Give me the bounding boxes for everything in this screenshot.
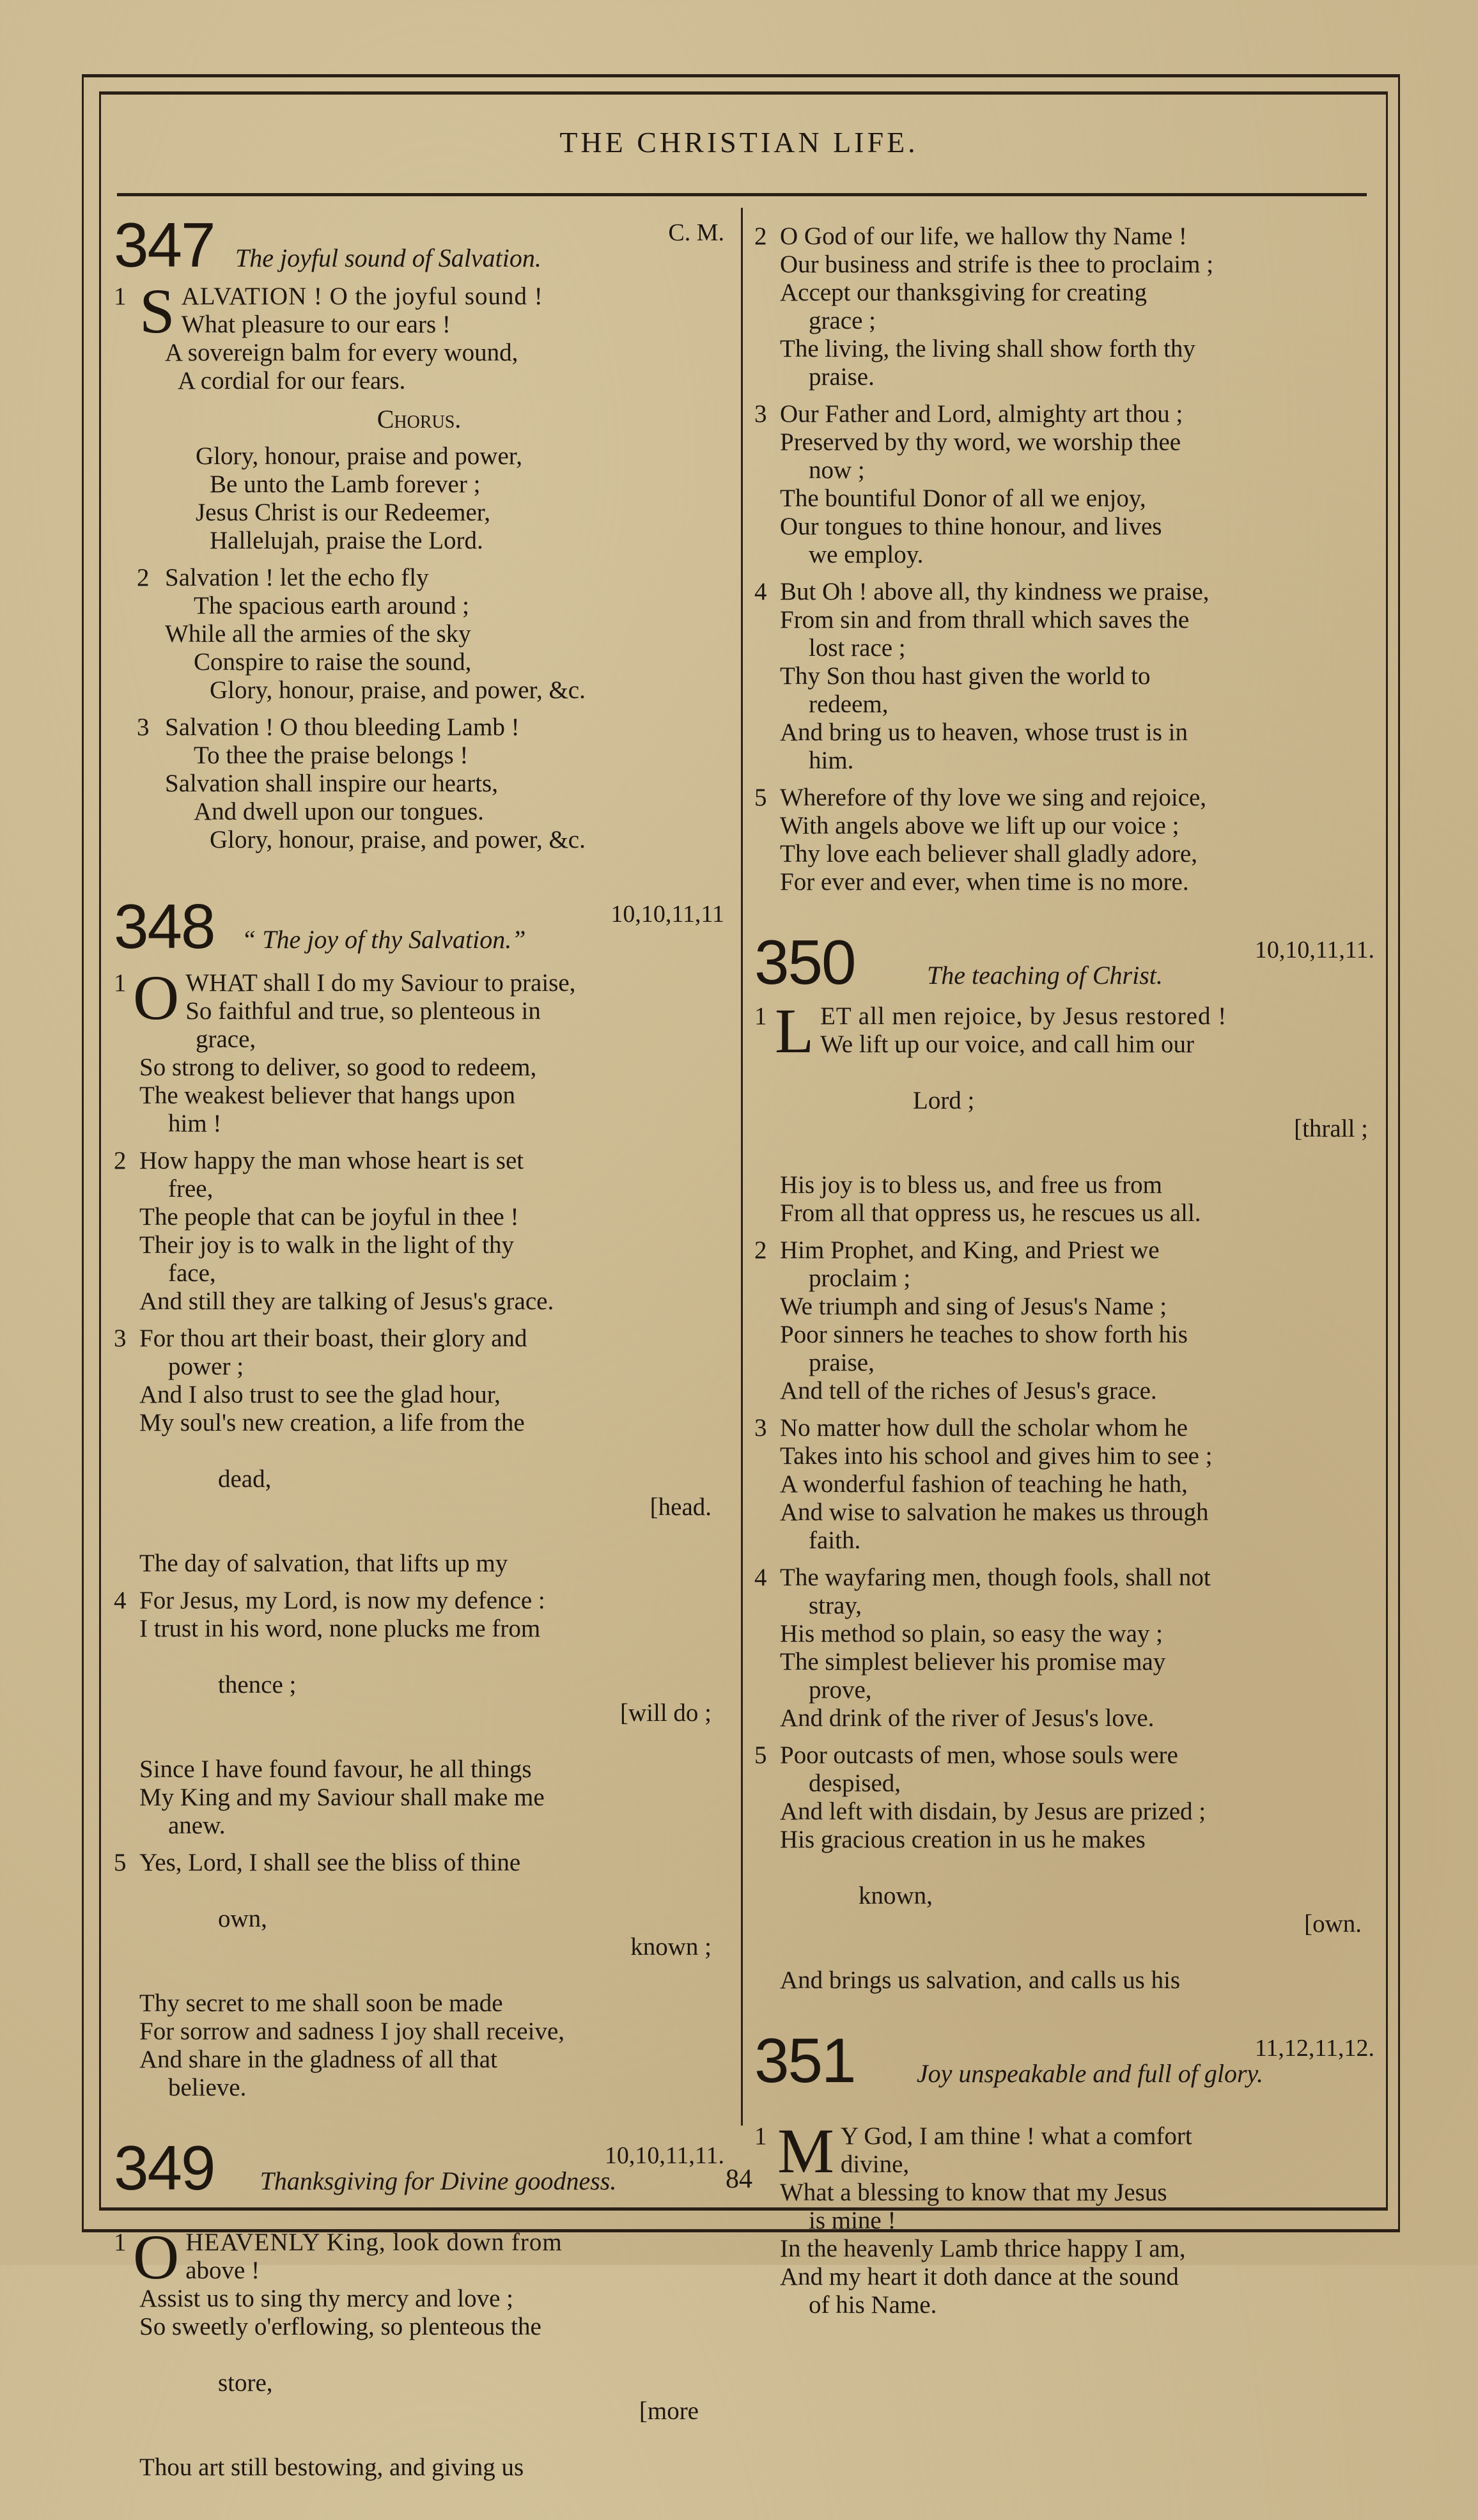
verse-line: him. (809, 747, 854, 774)
verse-line-text: store, (218, 2369, 273, 2397)
verse-line: His gracious creation in us he makes (780, 1826, 1146, 1853)
verse-line (114, 1877, 724, 1989)
turnover-bracket: [own. (1304, 1910, 1362, 1938)
verse-line: lost race ; (809, 634, 906, 662)
verse-line: Preserved by thy word, we worship thee (780, 428, 1181, 456)
verse-line: Poor sinners he teaches to show forth his (780, 1321, 1188, 1348)
verse-line: O God of our life, we hallow thy Name ! (780, 222, 1187, 250)
verse-line: His method so plain, so easy the way ; (780, 1620, 1163, 1647)
hymn-347 (114, 210, 724, 854)
verse-3 (114, 713, 724, 854)
verse-line: What pleasure to our ears ! (181, 311, 451, 338)
verse-line-text: own, (218, 1905, 267, 1933)
verse-number: 1 (754, 2122, 767, 2150)
verse-line: Our tongues to thine honour, and lives (780, 513, 1162, 540)
verse-line: Salvation ! let the echo fly (165, 564, 429, 591)
drop-cap: S (139, 276, 175, 346)
hymn-title: Thanksgiving for Divine goodness. (260, 2166, 617, 2195)
verse-line: For Jesus, my Lord, is now my defence : (139, 1587, 545, 1614)
verse-line: My soul's new creation, a life from the (139, 1409, 525, 1436)
verse-line: prove, (809, 1676, 872, 1704)
verse-line: And wise to salvation he makes us through (780, 1498, 1209, 1526)
verse-line: Poor outcasts of men, whose souls were (780, 1741, 1178, 1769)
verse-line: Yes, Lord, I shall see the bliss of thine (139, 1849, 521, 1876)
turnover-bracket: [head. (650, 1493, 712, 1521)
verse-1 (754, 995, 1374, 1227)
hymn-number: 350 (754, 927, 855, 997)
chorus-line: Jesus Christ is our Redeemer, (196, 499, 490, 526)
chorus-line: Be unto the Lamb forever ; (210, 471, 481, 498)
verse-line: No matter how dull the scholar whom he (780, 1414, 1188, 1442)
verse-line: For sorrow and sadness I joy shall receive, (139, 2018, 564, 2045)
hymn-number: 348 (114, 891, 215, 961)
verse-line: Their joy is to walk in the light of thy (139, 1231, 515, 1259)
hymn-title: “ The joy of thy Salvation.” (242, 925, 526, 954)
verse-line: face, (168, 1259, 216, 1287)
verse-line: Our Father and Lord, almighty art thou ; (780, 400, 1183, 428)
verse-line: And left with disdain, by Jesus are prized ; (780, 1798, 1206, 1825)
verse-line: I trust in his word, none plucks me from (139, 1615, 541, 1642)
verse-number: 4 (754, 578, 767, 605)
hymn-title: Joy unspeakable and full of glory. (916, 2059, 1264, 2088)
hymn-meter: 10,10,11,11 (611, 901, 724, 928)
verse-line-text: known, (859, 1882, 933, 1909)
verse-line: Him Prophet, and King, and Priest we (780, 1236, 1160, 1264)
verse-line: The living, the living shall show forth thy (780, 335, 1195, 362)
verse-line: now ; (809, 456, 865, 484)
verse-line: To thee the praise belongs ! (194, 742, 469, 769)
verse-line: grace ; (809, 307, 876, 334)
verse-line: And tell of the riches of Jesus's grace. (780, 1377, 1157, 1404)
verse-4 (754, 1564, 1374, 1732)
hymn-title: The teaching of Christ. (927, 961, 1163, 990)
verse-number: 5 (114, 1849, 127, 1876)
verse-line: WHAT shall I do my Saviour to praise, (185, 969, 576, 997)
verse-line: grace, (196, 1025, 256, 1053)
verse-5 (754, 784, 1374, 896)
verse-line: faith. (809, 1527, 861, 1554)
verse-number: 2 (754, 222, 767, 250)
drop-cap: L (775, 995, 814, 1066)
verse-number: 4 (754, 1564, 767, 1591)
header-rule (117, 193, 1367, 196)
hymn-header (754, 927, 1374, 997)
verse-line (754, 1854, 1374, 1966)
verse-line: And my heart it doth dance at the sound (780, 2263, 1179, 2291)
verse-line: Takes into his school and gives him to see ; (780, 1442, 1213, 1470)
hymn-title: The joyful sound of Salvation. (235, 244, 541, 272)
verse-line: We triumph and sing of Jesus's Name ; (780, 1293, 1167, 1320)
hymn-348 (114, 891, 724, 2102)
drop-cap: M (777, 2115, 834, 2186)
verse-line (114, 1437, 724, 1550)
verse-line: we employ. (809, 541, 924, 568)
verse-line: Salvation ! O thou bleeding Lamb ! (165, 713, 520, 741)
verse-line: His joy is to bless us, and free us from (780, 1171, 1162, 1199)
chorus-line: Hallelujah, praise the Lord. (210, 527, 483, 554)
verse-1 (114, 276, 724, 395)
verse-line: A wonderful fashion of teaching he hath, (780, 1470, 1188, 1498)
verse-number: 2 (754, 1236, 767, 1264)
right-column (754, 217, 1374, 2358)
verse-line: And dwell upon our tongues. (194, 798, 484, 825)
page-number: 84 (726, 2165, 752, 2194)
verse-line: So sweetly o'erflowing, so plenteous the (139, 2313, 541, 2340)
verse-line: Accept our thanksgiving for creating (780, 279, 1147, 306)
drop-cap: O (133, 962, 180, 1033)
verse-number: 3 (754, 400, 767, 428)
verse-line-text: Lord ; (913, 1087, 975, 1114)
verse-line: While all the armies of the sky (165, 620, 471, 648)
drop-cap: O (133, 2221, 180, 2292)
verse-number: 3 (114, 1325, 127, 1352)
verse-line: ET all men rejoice, by Jesus restored ! (820, 1002, 1227, 1030)
verse-line: believe. (168, 2074, 247, 2101)
verse-1 (754, 2115, 1374, 2319)
verse-line: divine, (840, 2151, 910, 2178)
verse-line: The bountiful Donor of all we enjoy, (780, 485, 1146, 512)
verse-line: HEAVENLY King, look down from (185, 2228, 563, 2256)
verse-line: For thou art their boast, their glory and (139, 1325, 527, 1352)
hymn-meter: 10,10,11,11. (604, 2142, 724, 2169)
verse-line: And still they are talking of Jesus's grace. (139, 1287, 554, 1315)
verse-line: And share in the gladness of all that (139, 2046, 497, 2073)
verse-3 (754, 1414, 1374, 1555)
verse-line: of his Name. (809, 2291, 937, 2319)
hymn-number: 349 (114, 2133, 215, 2203)
verse-line: Glory, honour, praise, and power, &c. (210, 826, 586, 853)
verse-1 (114, 2221, 724, 2482)
verse-line: And drink of the river of Jesus's love. (780, 1704, 1155, 1732)
chorus-line: Glory, honour, praise and power, (196, 442, 522, 470)
turnover-bracket: known ; (630, 1933, 712, 1961)
verse-line: And brings us salvation, and calls us his (780, 1966, 1181, 1994)
verse-line: From all that oppress us, he rescues us all. (780, 1199, 1201, 1227)
turnover-bracket: [more (639, 2397, 699, 2425)
verse-line: Glory, honour, praise, and power, &c. (210, 676, 586, 704)
verse-line: ALVATION ! O the joyful sound ! (181, 283, 543, 310)
verse-2 (114, 564, 724, 704)
verse-2 (754, 1236, 1374, 1405)
verse-line: redeem, (809, 690, 889, 718)
chorus-label: Chorus. (377, 405, 462, 433)
verse-number: 3 (137, 713, 150, 741)
verse-number: 1 (114, 2228, 127, 2256)
running-head: THE CHRISTIAN LIFE. (559, 126, 919, 159)
verse-line: A cordial for our fears. (178, 367, 406, 394)
hymn-number: 351 (754, 2025, 855, 2096)
verse-line: From sin and from thrall which saves the (780, 606, 1190, 634)
hymn-350 (754, 927, 1374, 1995)
hymn-meter: 10,10,11,11. (1254, 937, 1374, 963)
verse-line: Y God, I am thine ! what a comfort (840, 2122, 1192, 2150)
verse-2 (754, 222, 1374, 391)
verse-line: Since I have found favour, he all things (139, 1755, 532, 1783)
verse-3 (754, 400, 1374, 569)
verse-line-text: thence ; (218, 1671, 297, 1699)
verse-line: The day of salvation, that lifts up my (139, 1550, 508, 1577)
verse-line: The people that can be joyful in thee ! (139, 1203, 519, 1231)
hymn-meter: C. M. (668, 219, 724, 246)
verse-line: Thou art still bestowing, and giving us (139, 2454, 524, 2481)
verse-5 (114, 1849, 724, 2102)
verse-line: Thy secret to me shall soon be made (139, 1989, 503, 2017)
verse-line: above ! (185, 2257, 260, 2284)
verse-line: Assist us to sing thy mercy and love ; (139, 2285, 513, 2312)
hymn-header (754, 2025, 1374, 2116)
verse-line: Conspire to raise the sound, (194, 648, 472, 676)
verse-line (114, 2341, 724, 2454)
verse-line: The simplest believer his promise may (780, 1648, 1166, 1676)
hymn-header (114, 210, 724, 280)
verse-number: 5 (754, 784, 767, 811)
verse-line: What a blessing to know that my Jesus (780, 2179, 1167, 2206)
verse-line: Salvation shall inspire our hearts, (165, 770, 498, 797)
verse-line: him ! (168, 1110, 222, 1137)
verse-line: stray, (809, 1592, 862, 1619)
verse-5 (754, 1741, 1374, 1995)
turnover-bracket: [thrall ; (1294, 1115, 1368, 1142)
verse-line: proclaim ; (809, 1264, 911, 1292)
verse-line: So strong to deliver, so good to redeem, (139, 1054, 537, 1081)
verse-number: 4 (114, 1587, 127, 1614)
verse-line: My King and my Saviour shall make me (139, 1784, 545, 1811)
verse-2 (114, 1147, 724, 1316)
verse-line: The weakest believer that hangs upon (139, 1082, 516, 1109)
verse-line: power ; (168, 1353, 244, 1380)
verse-number: 2 (114, 1147, 127, 1174)
verse-line (754, 1059, 1374, 1171)
verse-line: We lift up our voice, and call him our (820, 1031, 1195, 1058)
verse-line: The wayfaring men, though fools, shall not (780, 1564, 1211, 1591)
verse-number: 1 (114, 969, 127, 997)
verse-line: How happy the man whose heart is set (139, 1147, 524, 1174)
verse-line: Wherefore of thy love we sing and rejoice, (780, 784, 1207, 811)
verse-line: In the heavenly Lamb thrice happy I am, (780, 2235, 1186, 2262)
hymn-meter: 11,12,11,12. (1254, 2035, 1374, 2062)
verse-number: 1 (754, 1002, 767, 1030)
verse-line-text: dead, (218, 1465, 272, 1493)
hymn-header (114, 891, 724, 961)
verse-1 (114, 962, 724, 1138)
verse-line: A sovereign balm for every wound, (165, 339, 518, 366)
verse-line: Thy Son thou hast given the world to (780, 662, 1151, 690)
verse-number: 2 (137, 564, 150, 591)
verse-line: The spacious earth around ; (194, 592, 470, 619)
verse-line: And bring us to heaven, whose trust is in (780, 719, 1188, 746)
verse-line: anew. (168, 1812, 226, 1839)
turnover-bracket: [will do ; (620, 1699, 712, 1727)
verse-line (114, 1643, 724, 1755)
verse-line: praise, (809, 1349, 875, 1376)
verse-3 (114, 1325, 724, 1578)
verse-line: And I also trust to see the glad hour, (139, 1381, 501, 1408)
verse-line: is mine ! (809, 2207, 896, 2234)
verse-line: despised, (809, 1769, 901, 1797)
verse-line: Our business and strife is thee to proclaim ; (780, 251, 1214, 278)
chorus (114, 442, 724, 555)
verse-line: For ever and ever, when time is no more. (780, 868, 1189, 896)
hymn-number: 347 (114, 210, 215, 280)
verse-line: But Oh ! above all, thy kindness we praise, (780, 578, 1210, 605)
verse-number: 5 (754, 1741, 767, 1769)
verse-line: free, (168, 1175, 214, 1202)
verse-line: So faithful and true, so plenteous in (185, 997, 541, 1025)
verse-line: With angels above we lift up our voice ; (780, 812, 1179, 839)
hymn-349-continued (754, 222, 1374, 896)
verse-number: 3 (754, 1414, 767, 1442)
verse-4 (114, 1587, 724, 1840)
verse-line: praise. (809, 363, 875, 391)
verse-4 (754, 578, 1374, 775)
column-divider (741, 208, 743, 2126)
verse-number: 1 (114, 283, 127, 310)
verse-line: Thy love each believer shall gladly adore, (780, 840, 1197, 867)
